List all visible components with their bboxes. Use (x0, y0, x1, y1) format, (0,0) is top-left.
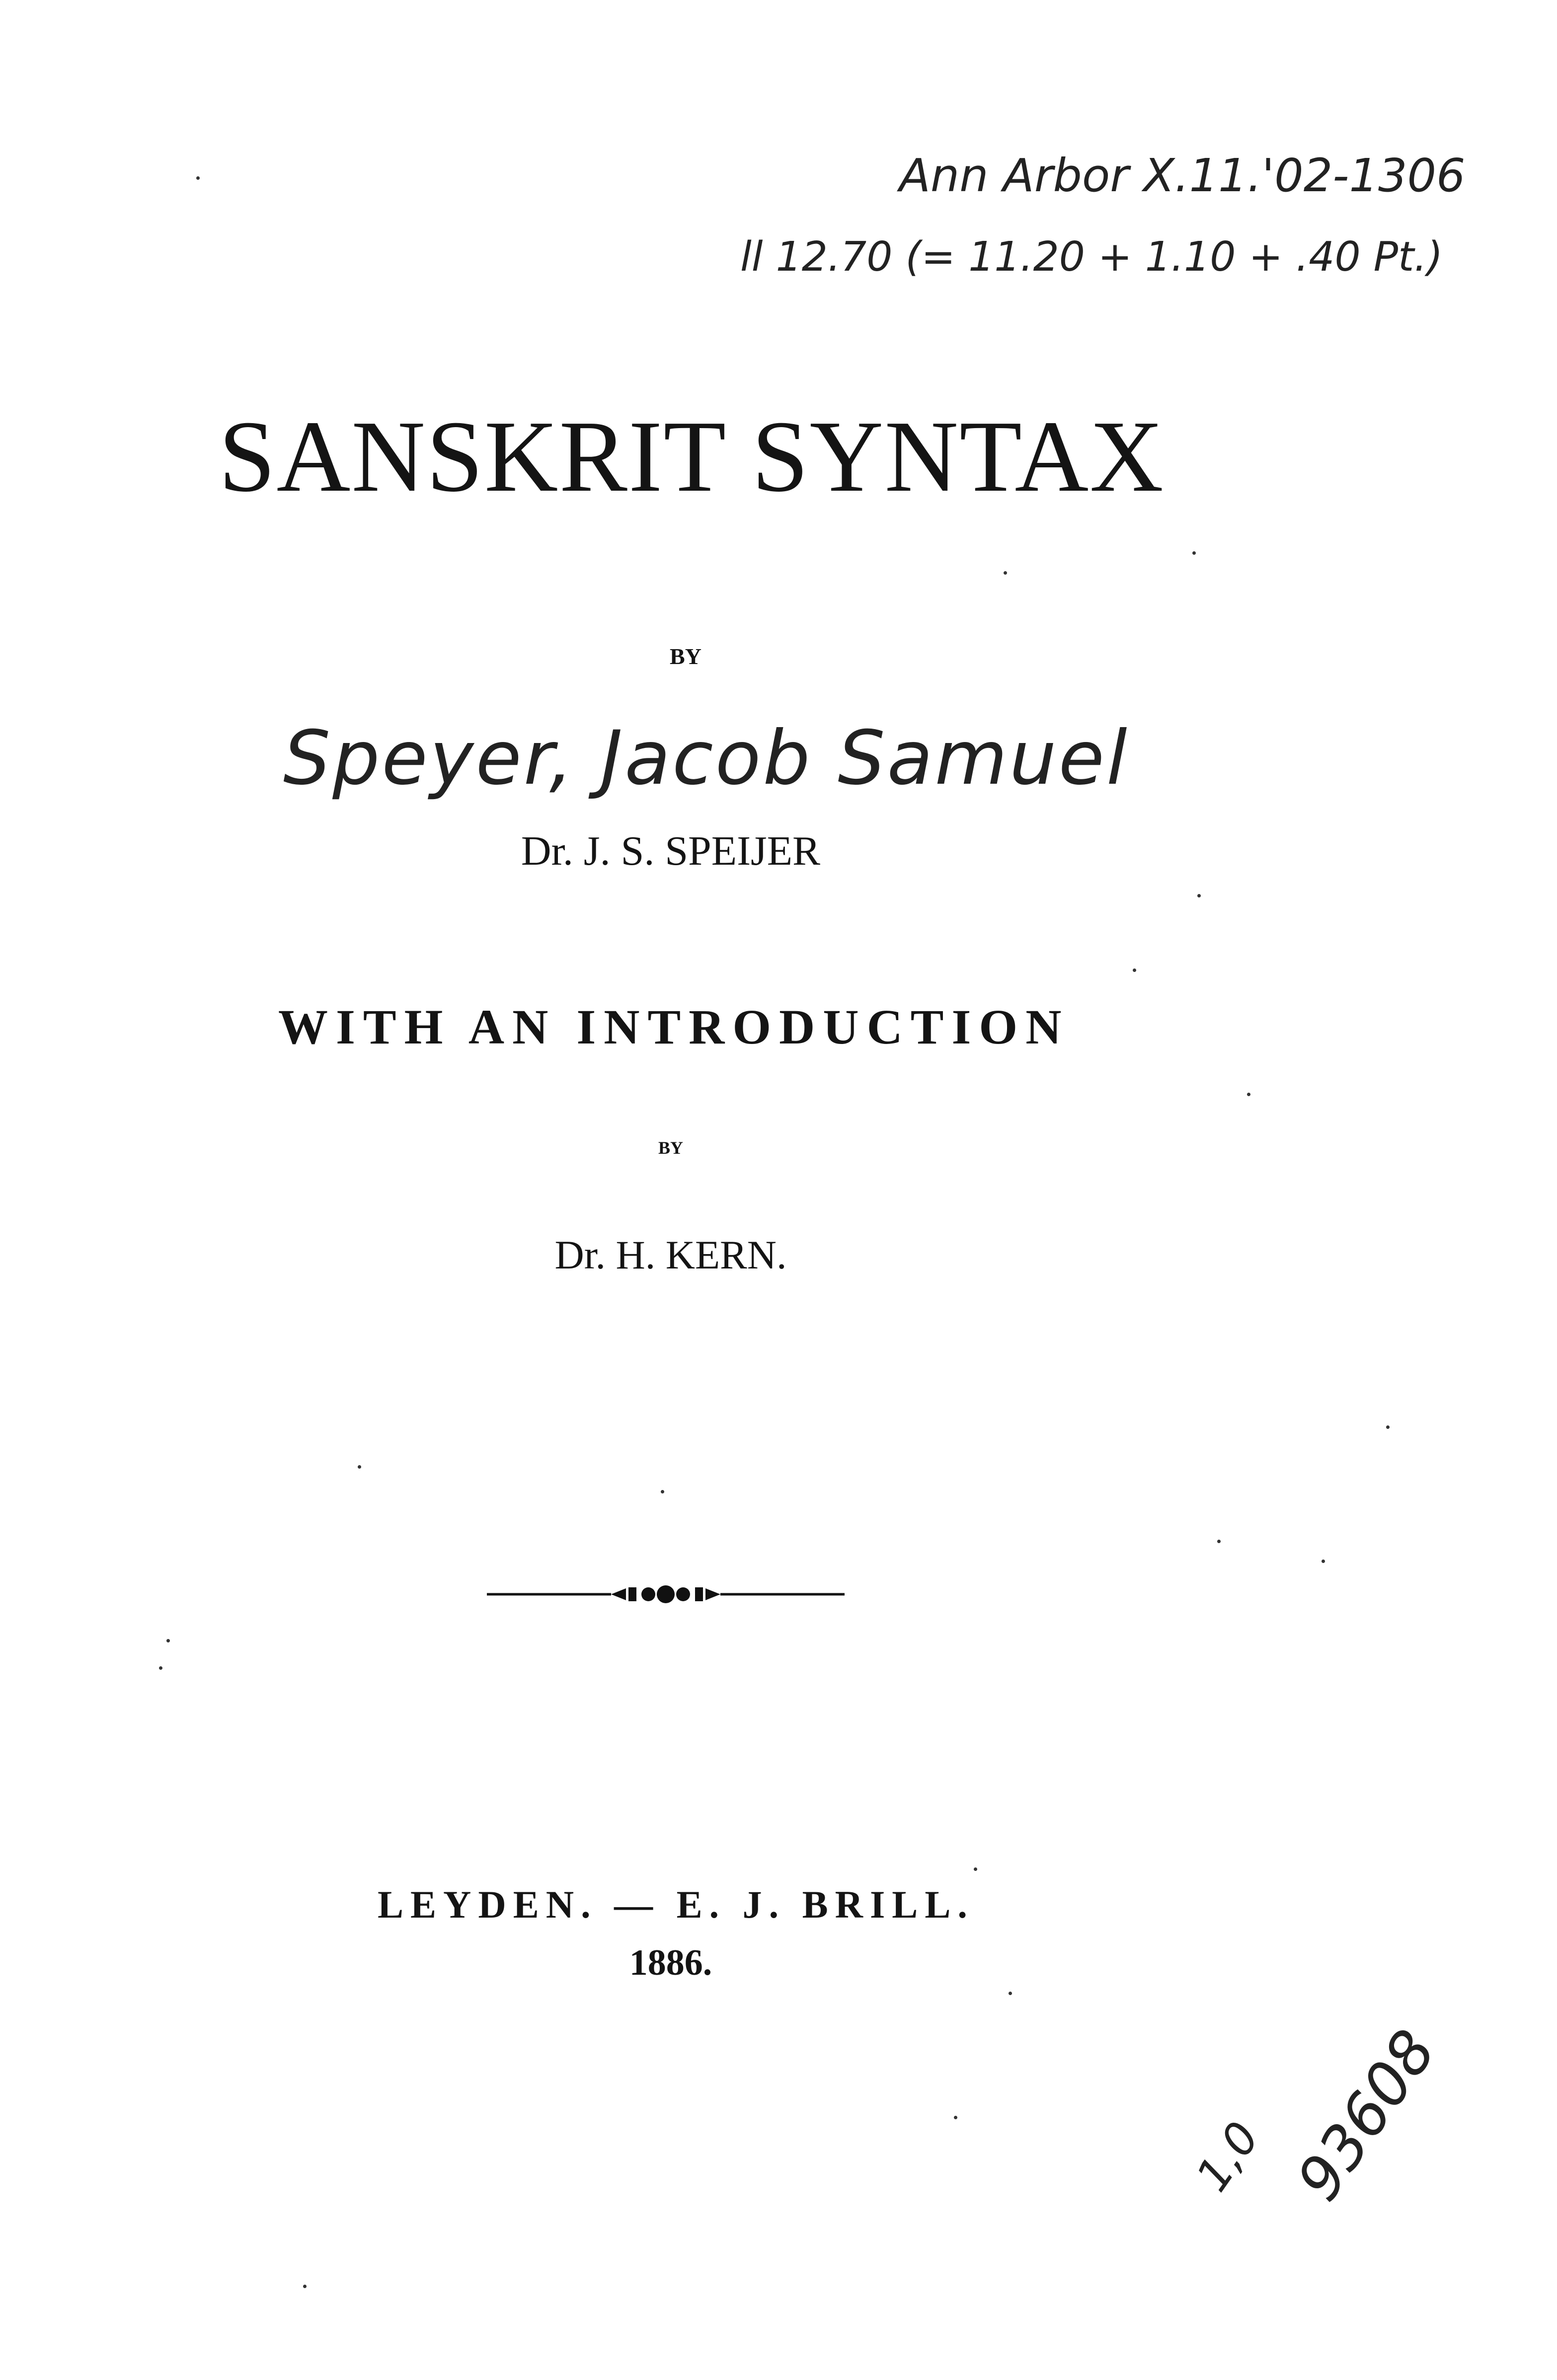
handwritten-shelf-mark-a: 1,0 (1186, 2112, 1270, 2201)
scan-speck (1004, 571, 1007, 575)
introduction-heading: WITH AN INTRODUCTION (278, 999, 1070, 1054)
scan-speck (974, 1867, 977, 1871)
scan-speck (1386, 1425, 1390, 1429)
scan-speck (1192, 551, 1196, 555)
scan-speck (954, 2116, 957, 2119)
scan-speck (303, 2285, 307, 2288)
scan-speck (661, 1490, 664, 1493)
introducer-name: Dr. H. KERN. (554, 1232, 787, 1277)
scan-speck (358, 1465, 361, 1469)
by-label: BY (670, 644, 701, 669)
handwritten-price-note: ll 12.70 (= 11.20 + 1.10 + .40 Pt.) (740, 233, 1443, 281)
handwritten-signature: Speyer, Jacob Samuel (283, 715, 1129, 802)
handwritten-acquisition-note: Ann Arbor X.11.'02-1306 (899, 149, 1466, 202)
scan-speck (1322, 1560, 1325, 1563)
book-title: SANSKRIT SYNTAX (219, 399, 1165, 513)
scan-speck (1217, 1540, 1221, 1543)
scan-speck (1247, 1093, 1250, 1096)
publication-year: 1886. (629, 1942, 712, 1983)
handwritten-shelf-mark-b: 93608 (1284, 2018, 1450, 2213)
scan-speck (159, 1666, 162, 1670)
scan-speck (1133, 968, 1136, 972)
scan-speck (1009, 1992, 1012, 1995)
by-label-2: BY (658, 1138, 683, 1158)
author-name: Dr. J. S. SPEIJER (521, 828, 821, 874)
publisher-line: LEYDEN. — E. J. BRILL. (378, 1883, 974, 1926)
scan-speck (1197, 894, 1201, 897)
scan-speck (166, 1639, 170, 1642)
scan-speck (196, 176, 200, 180)
printers-ornament (487, 1579, 845, 1609)
